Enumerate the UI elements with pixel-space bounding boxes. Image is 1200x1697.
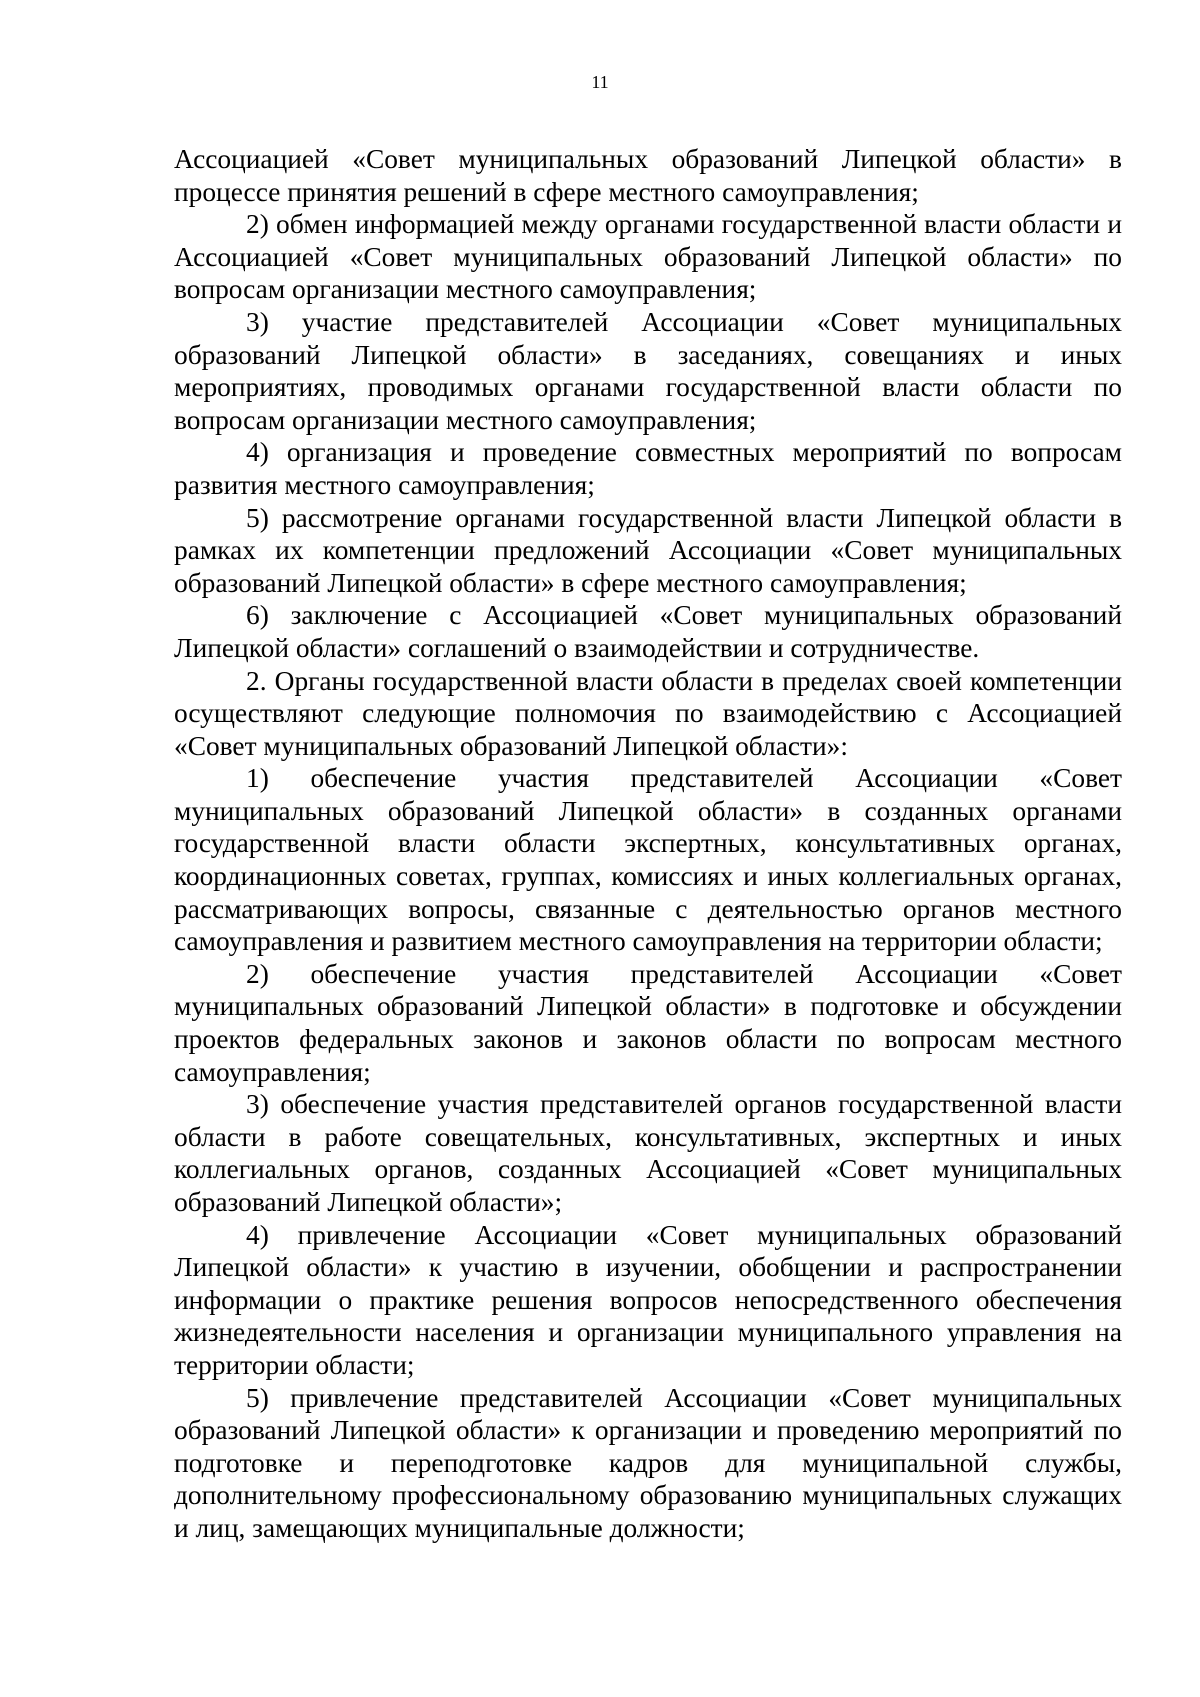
paragraph-powers-item-1: 1) обеспечение участия представителей Ассоциации «Совет муниципальных образований Липецкой области» в созданных органами государственной власти области экспертных, консультативных органах, координационных советах, группах, комиссиях и иных коллегиальных органах, рассматривающих вопросы, связанные с деятельностью органов местного самоуправления и развитием местного самоуправления на территории области; — [174, 763, 1122, 957]
paragraph-item-4-joint-events: 4) организация и проведение совместных мероприятий по вопросам развития местного самоуправления; — [174, 437, 1122, 500]
paragraph-powers-item-5: 5) привлечение представителей Ассоциации «Совет муниципальных образований Липецкой области» к организации и проведению мероприятий по подготовке и переподготовке кадров для муниципальной службы, дополнительному профессиональному образованию муниципальных служащих и лиц, замещающих муниципальные должности; — [174, 1382, 1122, 1543]
paragraph-powers-item-3: 3) обеспечение участия представителей органов государственной власти области в работе совещательных, консультативных, экспертных и иных коллегиальных органов, созданных Ассоциацией «Совет муниципальных образований Липецкой области»; — [174, 1089, 1122, 1217]
paragraph-item-6-agreements: 6) заключение с Ассоциацией «Совет муниципальных образований Липецкой области» соглашений о взаимодействии и сотрудничестве. — [174, 600, 1122, 663]
paragraph-continuation: Ассоциацией «Совет муниципальных образований Липецкой области» в процессе принятия решений в сфере местного самоуправления; — [174, 144, 1122, 207]
paragraph-powers-item-2: 2) обеспечение участия представителей Ассоциации «Совет муниципальных образований Липецкой области» в подготовке и обсуждении проектов федеральных законов и законов области по вопросам местного самоуправления; — [174, 958, 1122, 1087]
paragraph-item-5-proposals: 5) рассмотрение органами государственной власти Липецкой области в рамках их компетенции предложений Ассоциации «Совет муниципальных образований Липецкой области» в сфере местного самоуправления; — [174, 502, 1122, 598]
paragraph-powers-item-4: 4) привлечение Ассоциации «Совет муниципальных образований Липецкой области» к участию в изучении, обобщении и распространении информации о практике решения вопросов непосредственного обеспечения жизнедеятельности населения и организации муниципального управления на территории области; — [174, 1219, 1122, 1380]
paragraph-item-2-exchange: 2) обмен информацией между органами государственной власти области и Ассоциацией «Совет муниципальных образований Липецкой области» по вопросам организации местного самоуправления; — [174, 209, 1122, 305]
document-body — [174, 143, 1122, 1545]
paragraph-section-2: 2. Органы государственной власти области в пределах своей компетенции осуществляют следующие полномочия по взаимодействию с Ассоциацией «Совет муниципальных образований Липецкой области»: — [174, 665, 1122, 761]
page-number: 11 — [591, 72, 609, 92]
paragraph-item-3-participation: 3) участие представителей Ассоциации «Совет муниципальных образований Липецкой области» в заседаниях, совещаниях и иных мероприятиях, проводимых органами государственной власти области по вопросам организации местного самоуправления; — [174, 306, 1122, 435]
